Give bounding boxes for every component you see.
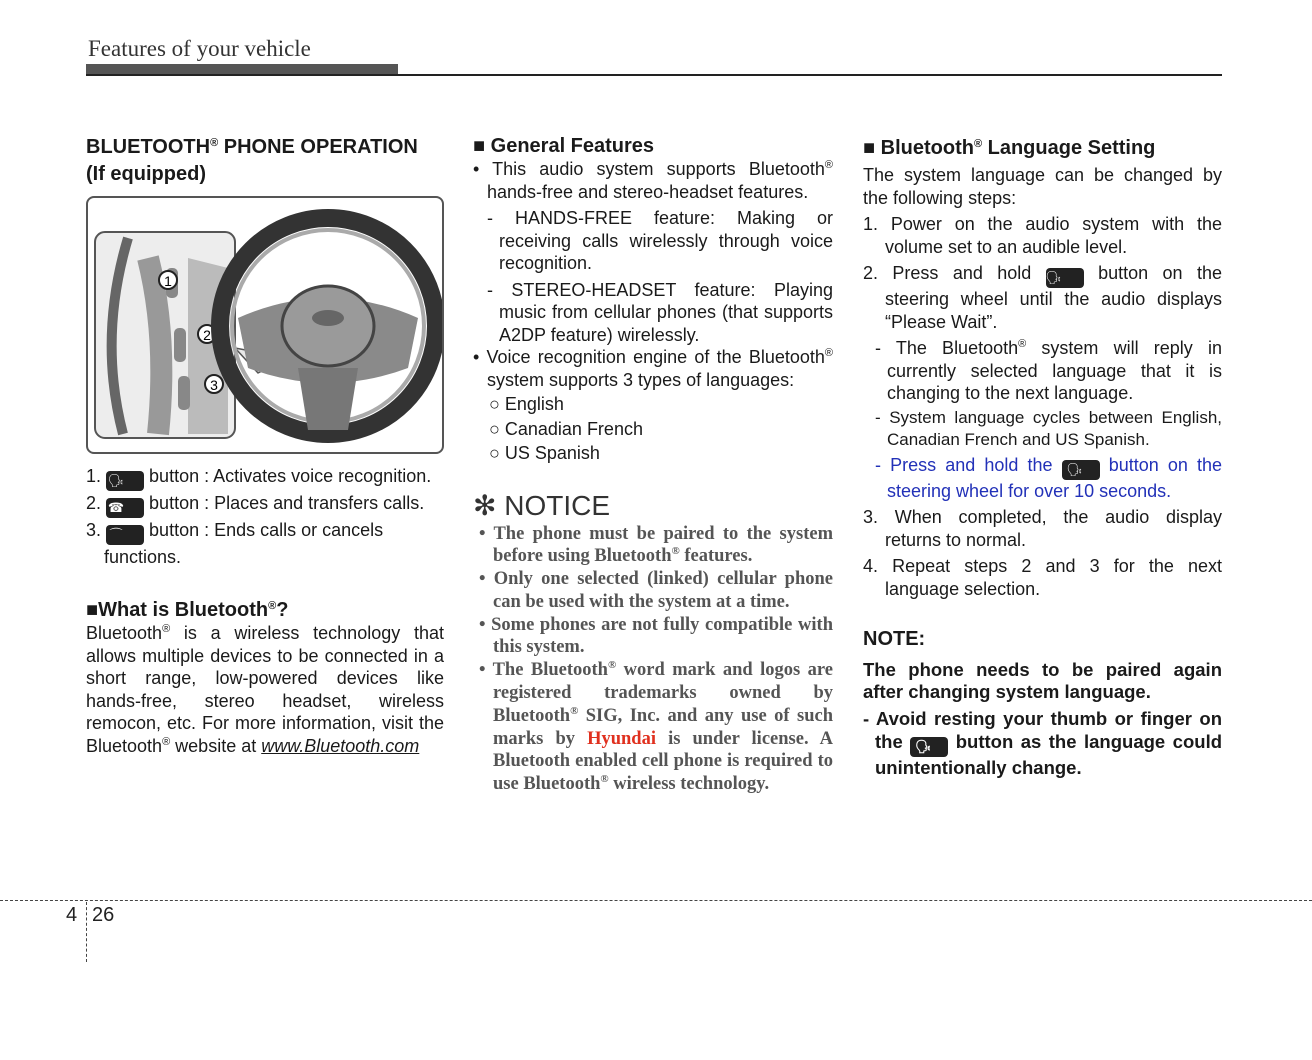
section-heading: BLUETOOTH® PHONE OPERATION (If equipped) [86,136,418,185]
language-item: ○ English [489,394,564,414]
bluetooth-website-link[interactable]: www.Bluetooth.com [261,735,420,756]
language-list [473,393,833,465]
general-features-heading: ■ General Features [473,135,655,157]
notice-item-1: • The phone must be paired to the system before using Bluetooth® features. [479,523,833,567]
header-title: Features of your vehicle [88,36,311,61]
phone-end-icon: ⌒ [106,525,144,545]
brand-name: Hyundai [587,728,656,749]
button-legend [86,464,444,570]
notice-list [473,523,833,797]
feature-hands-free: - HANDS-FREE feature: Making or receiving calls wirelessly through voice recognition. [487,208,833,273]
callout-1: 1 [164,273,172,289]
note-warning: - Avoid resting your thumb or finger on the 🗣 button as the language could unintentionally change. [863,708,1223,778]
step-3: 3. When completed, the audio display returns to normal. [863,507,1222,550]
step-2-note-2: - System language cycles between English, Canadian French and US Spanish. [875,407,1222,449]
callout-3: 3 [210,377,218,393]
step-2: 2. Press and hold 🗣 button on the steering wheel until the audio displays “Please Wait”. [863,263,1222,332]
header-rule [86,74,1222,76]
feature-bullet-1: • This audio system supports Bluetooth® hands-free and stereo-headset features. [473,159,834,202]
language-item: ○ Canadian French [489,418,643,439]
steering-wheel-illustration [88,198,442,452]
notice-item-3: • Some phones are not fully compatible with this system. [479,614,833,658]
legend-item-2: 2. ☎ button : Places and transfers calls. [86,491,444,518]
steering-wheel-figure [86,196,444,454]
column-general-features [473,134,833,796]
notice-heading: ✻ NOTICE [473,489,611,521]
feature-bullet-2: • Voice recognition engine of the Bluetooth® system supports 3 types of languages: [473,347,833,390]
language-item: ○ US Spanish [489,443,600,463]
voice-recognition-icon: 🗣 [910,737,948,757]
notice-item-4: • The Bluetooth® word mark and logos are registered trademarks owned by Bluetooth® SIG, Inc. and any use of such marks by Hyundai is under license. A Bluetooth enabled cell phone is required to use Bluetooth® wireless technology. [479,659,833,795]
voice-recognition-icon: 🗣 [1062,460,1100,480]
legend-item-1: 1. 🗣 button : Activates voice recognition. [86,464,444,491]
phone-call-icon: ☎ [106,498,144,518]
language-setting-heading: ■ Bluetooth® Language Setting [863,137,1156,159]
header-bar [86,64,398,74]
legend-item-3: 3. ⌒ button : Ends calls or cancels functions. [86,520,384,567]
feature-stereo-headset: - STEREO-HEADSET feature: Playing music from cellular phones (that supports A2DP feature) wirelessly. [487,279,833,345]
footer-divider [86,902,87,962]
voice-recognition-icon: 🗣 [106,471,144,491]
voice-recognition-icon: 🗣 [1046,268,1084,288]
what-is-bluetooth-heading: ■What is Bluetooth®? [86,599,289,621]
step-2-note-3: - Press and hold the 🗣 button on the steering wheel for over 10 seconds. [875,454,1222,501]
note-text: The phone needs to be paired again after changing system language. [863,658,1222,703]
step-2-note-1: - The Bluetooth® system will reply in currently selected language that it is changing to the next language. [875,338,1223,403]
step-4: 4. Repeat steps 2 and 3 for the next language selection. [863,556,1222,599]
column-bluetooth-operation [86,134,444,757]
what-is-bluetooth-text: Bluetooth® is a wireless technology that allows multiple devices to be connected in a short range, low-powered devices like hands-free, stereo headset, wireless remocon, etc. For more information, visit the Bluetooth® website at www.Bluetooth.com [86,623,444,756]
column-language-setting [863,134,1222,780]
page-number: 26 [92,904,115,926]
language-intro: The system language can be changed by the following steps: [863,165,1222,208]
step-1: 1. Power on the audio system with the volume set to an audible level. [863,214,1222,257]
note-heading: NOTE: [863,628,926,650]
chapter-number: 4 [66,904,78,926]
footer-rule [0,900,1312,901]
callout-2: 2 [203,327,211,343]
notice-item-2: • Only one selected (linked) cellular phone can be used with the system at a time. [479,569,833,612]
